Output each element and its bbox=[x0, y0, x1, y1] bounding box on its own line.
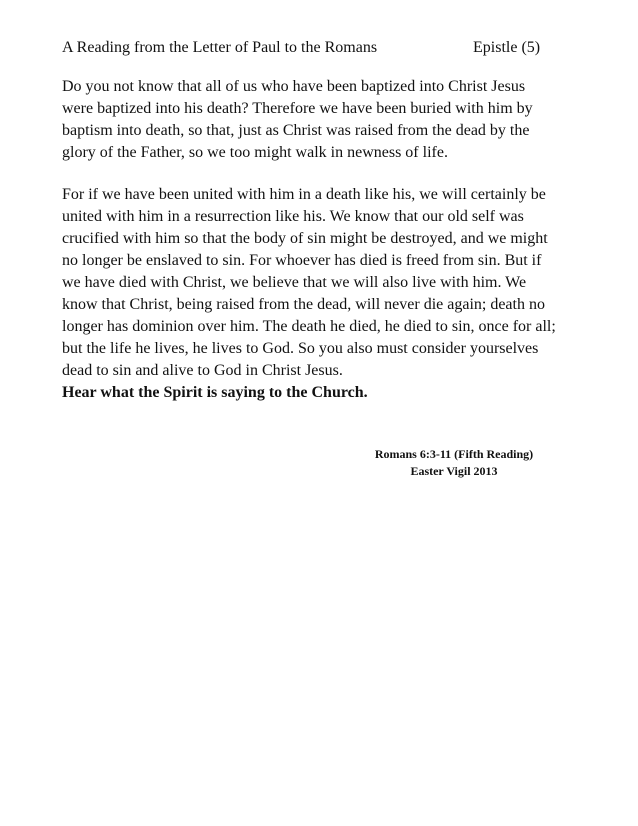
text-line: dead to sin and alive to God in Christ Jesus. bbox=[62, 362, 343, 379]
citation-block bbox=[358, 446, 550, 480]
text-line: but the life he lives, he lives to God. So you also must consider yourselves bbox=[62, 340, 539, 357]
text-line: we have died with Christ, we believe that we will also live with him. We bbox=[62, 274, 527, 291]
citation-occasion: Easter Vigil 2013 bbox=[410, 464, 498, 478]
citation-reference: Romans 6:3-11 (Fifth Reading) bbox=[374, 447, 534, 461]
text-line: united with him in a resurrection like his. We know that our old self was bbox=[62, 208, 524, 225]
reading-body bbox=[62, 76, 582, 402]
paragraph-2 bbox=[62, 184, 582, 382]
text-line: know that Christ, being raised from the dead, will never die again; death no bbox=[62, 296, 545, 313]
paragraph-1 bbox=[62, 76, 582, 164]
text-line: Do you not know that all of us who have been baptized into Christ Jesus bbox=[62, 78, 526, 95]
text-line: no longer be enslaved to sin. For whoever has died is freed from sin. But if bbox=[62, 252, 542, 269]
text-line: For if we have been united with him in a death like his, we will certainly be bbox=[62, 186, 546, 203]
text-line: baptism into death, so that, just as Christ was raised from the dead by the bbox=[62, 122, 530, 139]
text-line: glory of the Father, so we too might walk in newness of life. bbox=[62, 144, 448, 161]
text-line: were baptized into his death? Therefore we have been buried with him by bbox=[62, 100, 533, 117]
text-line: longer has dominion over him. The death he died, he died to sin, once for all; bbox=[62, 318, 556, 335]
epistle-label: Epistle (5) bbox=[473, 39, 541, 56]
text-line: crucified with him so that the body of sin might be destroyed, and we might bbox=[62, 230, 548, 247]
reading-title: A Reading from the Letter of Paul to the Romans bbox=[62, 39, 378, 56]
closing-line: Hear what the Spirit is saying to the Church. bbox=[62, 384, 368, 401]
